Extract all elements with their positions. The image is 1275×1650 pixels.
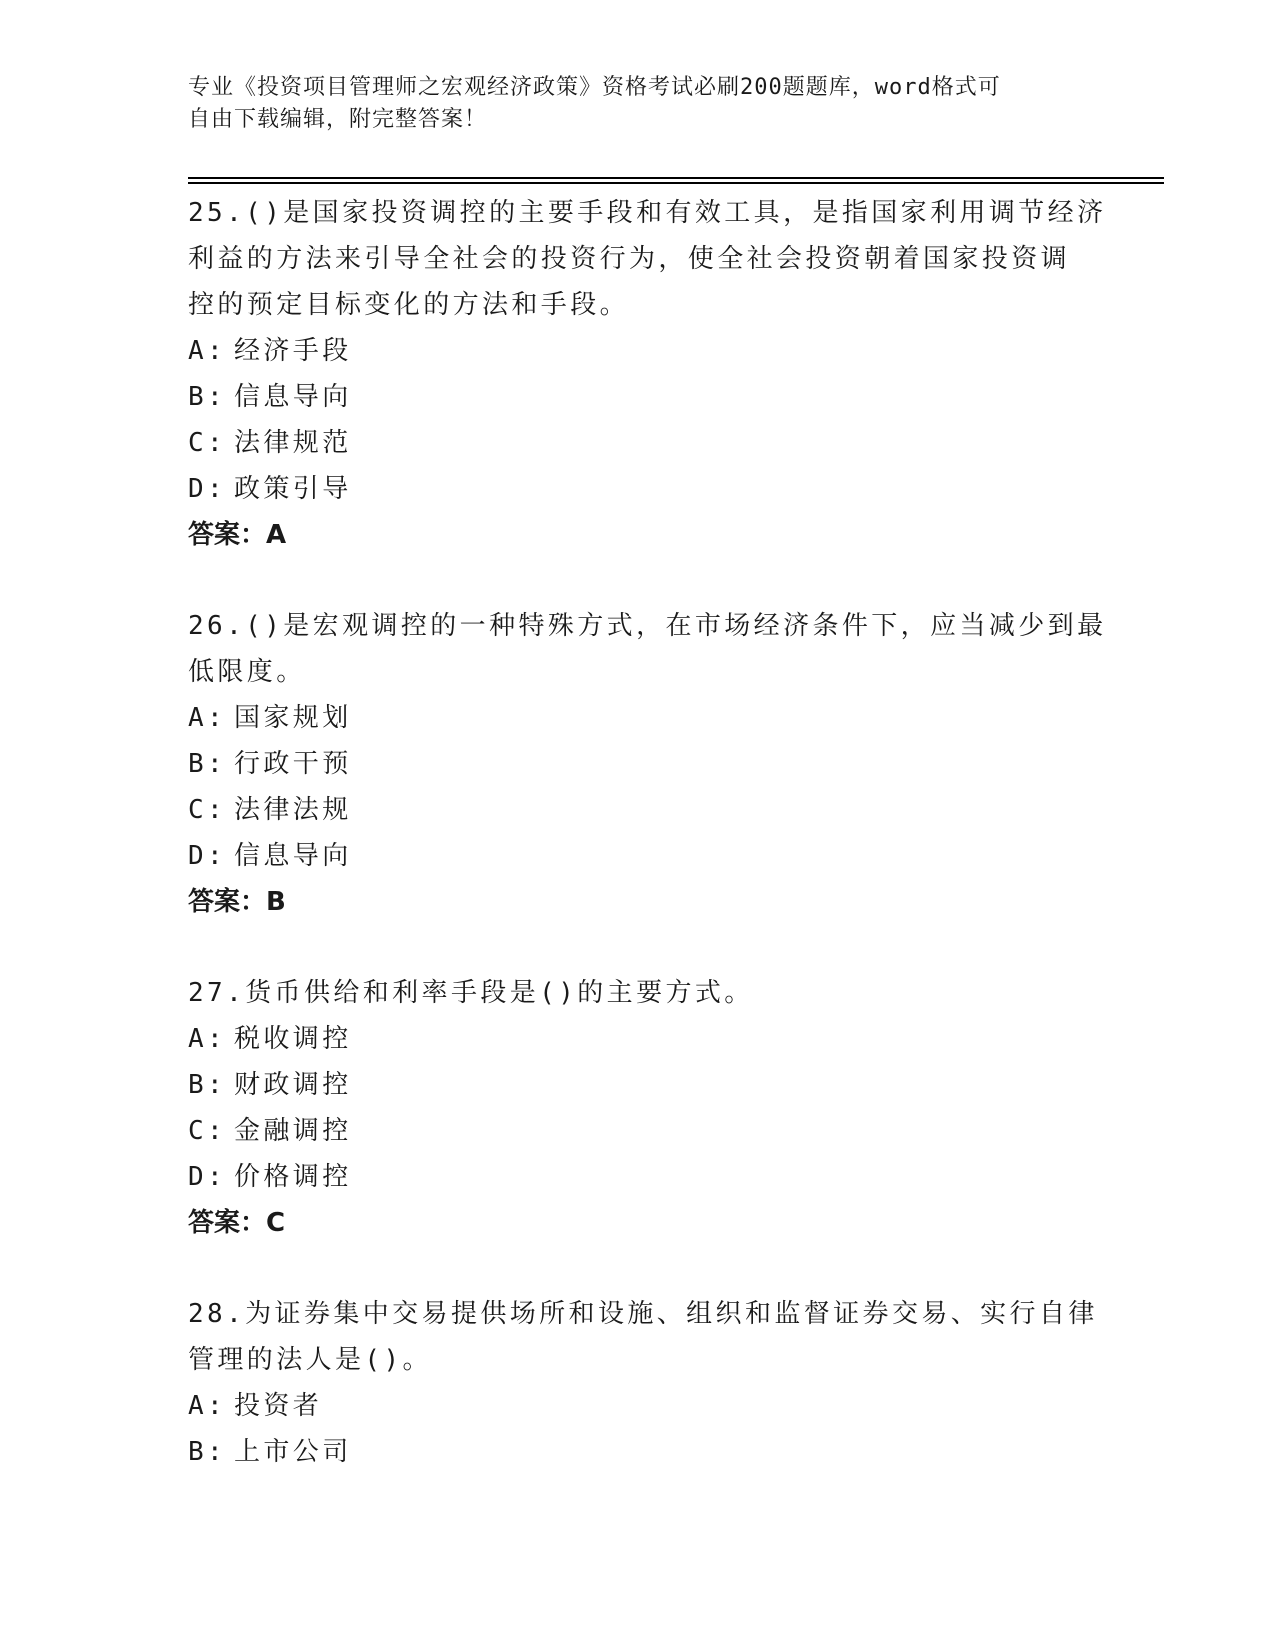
- question-26: [188, 603, 1148, 925]
- option-c: [188, 787, 1148, 833]
- question-25: [188, 190, 1148, 558]
- option-key: C:: [188, 1116, 227, 1146]
- option-key: D:: [188, 841, 227, 871]
- option-text: 信息导向: [234, 382, 352, 412]
- option-b: [188, 741, 1148, 787]
- option-key: A:: [188, 336, 227, 366]
- option-a: [188, 1016, 1148, 1062]
- option-a: [188, 1383, 1148, 1429]
- option-text: 政策引导: [234, 474, 352, 504]
- stem-line: 26.()是宏观调控的一种特殊方式，在市场经济条件下，应当减少到最: [188, 611, 1107, 641]
- option-text: 财政调控: [234, 1070, 352, 1100]
- answer-line: 答案：B: [188, 887, 286, 917]
- option-key: D:: [188, 474, 227, 504]
- option-d: [188, 1154, 1148, 1200]
- option-key: C:: [188, 795, 227, 825]
- option-text: 法律法规: [234, 795, 352, 825]
- option-a: [188, 328, 1148, 374]
- header-line-1: 专业《投资项目管理师之宏观经济政策》资格考试必刷200题题库，word格式可: [188, 75, 1001, 100]
- option-text: 金融调控: [234, 1116, 352, 1146]
- option-text: 行政干预: [234, 749, 352, 779]
- option-key: B:: [188, 1437, 227, 1467]
- stem-line: 利益的方法来引导全社会的投资行为，使全社会投资朝着国家投资调: [188, 244, 1071, 274]
- option-c: [188, 420, 1148, 466]
- option-key: A:: [188, 703, 227, 733]
- question-27: [188, 970, 1148, 1246]
- option-key: C:: [188, 428, 227, 458]
- answer-line: 答案：A: [188, 520, 287, 550]
- option-b: [188, 1429, 1148, 1475]
- document-header: [188, 72, 1088, 136]
- option-c: [188, 1108, 1148, 1154]
- option-b: [188, 374, 1148, 420]
- option-text: 上市公司: [234, 1437, 352, 1467]
- question-stem: [188, 1291, 1148, 1383]
- option-key: A:: [188, 1391, 227, 1421]
- question-list: [188, 190, 1148, 1520]
- question-stem: [188, 603, 1148, 695]
- question-stem: [188, 970, 1148, 1016]
- header-divider-bottom: [188, 182, 1164, 184]
- option-key: B:: [188, 1070, 227, 1100]
- option-d: [188, 833, 1148, 879]
- option-text: 国家规划: [234, 703, 352, 733]
- option-key: D:: [188, 1162, 227, 1192]
- option-text: 信息导向: [234, 841, 352, 871]
- option-b: [188, 1062, 1148, 1108]
- option-text: 法律规范: [234, 428, 352, 458]
- header-divider-top: [188, 177, 1164, 179]
- option-key: B:: [188, 749, 227, 779]
- stem-line: 25.()是国家投资调控的主要手段和有效工具，是指国家利用调节经济: [188, 198, 1107, 228]
- stem-line: 低限度。: [188, 657, 306, 687]
- answer-line: 答案：C: [188, 1208, 286, 1238]
- option-d: [188, 466, 1148, 512]
- option-text: 价格调控: [234, 1162, 352, 1192]
- header-line-2: 自由下载编辑，附完整答案！: [188, 107, 488, 132]
- stem-line: 管理的法人是()。: [188, 1345, 432, 1375]
- option-key: A:: [188, 1024, 227, 1054]
- option-text: 税收调控: [234, 1024, 352, 1054]
- option-key: B:: [188, 382, 227, 412]
- stem-line: 28.为证券集中交易提供场所和设施、组织和监督证券交易、实行自律: [188, 1299, 1098, 1329]
- stem-line: 27.货币供给和利率手段是()的主要方式。: [188, 978, 754, 1008]
- option-text: 投资者: [234, 1391, 323, 1421]
- option-a: [188, 695, 1148, 741]
- question-28: [188, 1291, 1148, 1475]
- option-text: 经济手段: [234, 336, 352, 366]
- question-stem: [188, 190, 1148, 328]
- stem-line: 控的预定目标变化的方法和手段。: [188, 290, 630, 320]
